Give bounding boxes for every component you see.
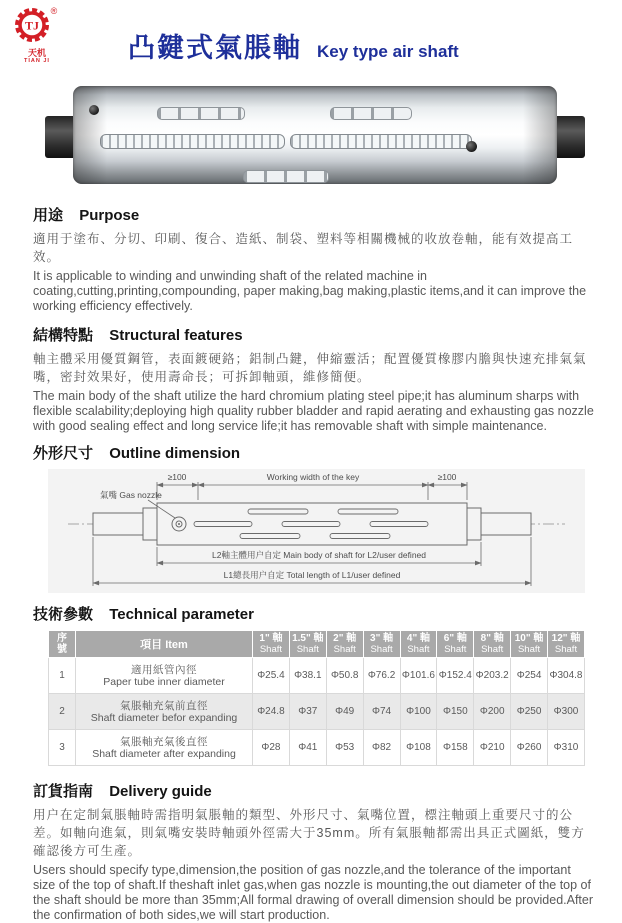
shaft-word-label: Shaft (370, 644, 393, 655)
heading-technical-cn: 技術參數 (33, 606, 94, 623)
key-slot-group (330, 107, 412, 120)
value-cell: Φ260 (511, 730, 548, 766)
drawing-right-shaft-end (481, 513, 531, 535)
dim-l1-label: L1總長用户自定 Total length of L1/user defined (223, 570, 401, 580)
heading-structural-cn: 結構特點 (33, 327, 94, 344)
table-row (49, 658, 585, 694)
table-header-row (49, 631, 585, 658)
page-header (0, 0, 622, 80)
value-cell: Φ310 (548, 730, 585, 766)
column-header-no: 序 號 (49, 631, 76, 658)
key-slot (338, 509, 398, 514)
value-cell: Φ74 (363, 694, 400, 730)
key-slot (194, 522, 252, 527)
value-cell: Φ25.4 (253, 658, 290, 694)
section-heading-purpose (33, 204, 622, 225)
row-item-en: Paper tube inner diameter (103, 675, 225, 688)
heading-outline-en: Outline dimension (109, 445, 241, 462)
dim-l2-label: L2軸主體用户自定 Main body of shaft for L2/user defined (211, 550, 427, 560)
shaft-size-label: 12" 軸 (551, 633, 581, 644)
value-cell: Φ108 (400, 730, 437, 766)
column-header-size (400, 631, 437, 658)
delivery-text-cn: 用户在定制氣脹軸時需指明氣脹軸的類型、外形尺寸、氣嘴位置，標注軸頭上重要尺寸的公差。如軸向進氣，則氣嘴安裝時軸頭外徑需大于35mm。所有氣脹軸都需出具正式圖紙，雙方確認後方可生產。 (33, 808, 585, 858)
screw-hole (89, 105, 99, 115)
column-header-size (511, 631, 548, 658)
row-item-cell (76, 730, 253, 766)
row-number-cell: 2 (49, 694, 76, 730)
value-cell: Φ203.2 (474, 658, 511, 694)
logo-name-en: TIAN JI (24, 58, 50, 64)
value-cell: Φ82 (363, 730, 400, 766)
registered-mark: ® (50, 6, 58, 16)
heading-structural-en: Structural features (109, 327, 243, 344)
row-item-cn: 適用紙管內徑 (131, 663, 197, 676)
heading-technical-en: Technical parameter (109, 606, 254, 623)
heading-outline-cn: 外形尺寸 (33, 445, 94, 462)
column-header-item: 項目 Item (76, 631, 253, 658)
value-cell: Φ300 (548, 694, 585, 730)
key-slot (370, 522, 428, 527)
brand-logo (10, 4, 64, 65)
value-cell: Φ210 (474, 730, 511, 766)
table-row (49, 694, 585, 730)
value-cell: Φ101.6 (400, 658, 437, 694)
column-header-size (289, 631, 326, 658)
page-title (128, 26, 459, 65)
technical-parameter-table (48, 630, 585, 766)
logo-name-cn: 天机 (27, 48, 46, 58)
section-heading-delivery (33, 780, 622, 801)
column-header-size (253, 631, 290, 658)
column-header-size (548, 631, 585, 658)
logo-monogram: TJ (24, 18, 40, 33)
key-slot (282, 522, 340, 527)
shaft-word-label: Shaft (333, 644, 356, 655)
drawing-right-collar (467, 508, 481, 540)
shaft-word-label: Shaft (554, 644, 578, 655)
structural-text-en: The main body of the shaft utilize the hard chromium plating steel pipe;it has aluminum sharps with flexible scalability;deploying high quality rubber bladder and rapid aerating and exhausting gas nozzle with good sealing effect and long service life;it has removable shaft with simple maintenance. (33, 389, 594, 433)
screw-hole (466, 141, 477, 152)
section-heading-outline (33, 442, 622, 463)
key-slot (330, 534, 390, 539)
row-item-cell (76, 694, 253, 730)
shaft-word-label: Shaft (259, 644, 283, 655)
dim-right-label: ≥100 (437, 472, 457, 482)
heading-purpose-cn: 用途 (33, 207, 64, 224)
gas-nozzle-label: 氣嘴 Gas nozzle (100, 490, 162, 500)
value-cell: Φ158 (437, 730, 474, 766)
value-cell: Φ254 (511, 658, 548, 694)
gas-nozzle-dot (178, 523, 180, 525)
table-row (49, 730, 585, 766)
purpose-text-en: It is applicable to winding and unwinding shaft of the related machine in coating,cutting,printing,compounding, paper making,bag making,plastic items,and it can improve the working efficiency effectively. (33, 269, 587, 313)
structural-text-cn: 軸主體采用優質鋼管，表面鍍硬鉻；鋁制凸鍵，伸縮靈活；配置優質橡膠内膽與快速充排氣氣嘴，密封效果好，使用壽命長；可拆卸軸頭，維修簡便。 (33, 352, 587, 384)
row-item-en: Shaft diameter befor expanding (90, 711, 238, 724)
key-slot (248, 509, 308, 514)
section-heading-technical (33, 603, 622, 624)
key-slot (240, 534, 300, 539)
shaft-word-label: Shaft (296, 644, 319, 655)
shaft-size-label: 6" 軸 (443, 633, 467, 644)
shaft-size-label: 8" 軸 (480, 633, 504, 644)
column-header-size (326, 631, 363, 658)
value-cell: Φ50.8 (326, 658, 363, 694)
value-cell: Φ38.1 (289, 658, 326, 694)
section-heading-structural (33, 324, 622, 345)
value-cell: Φ200 (474, 694, 511, 730)
row-item-cell (76, 658, 253, 694)
row-item-cn: 氣脹軸充氣前直徑 (120, 699, 208, 712)
column-header-size (437, 631, 474, 658)
shaft-size-label: 1" 軸 (259, 633, 283, 644)
purpose-text-cn: 適用于塗布、分切、印刷、復合、造紙、制袋、塑料等相關機械的收放卷軸，能有效提高工效。 (33, 232, 574, 264)
shaft-size-label: 1.5" 軸 (292, 633, 324, 644)
shaft-word-label: Shaft (444, 644, 467, 655)
dim-left-label: ≥100 (167, 472, 187, 482)
column-header-size (474, 631, 511, 658)
heading-delivery-cn: 訂貨指南 (33, 783, 94, 800)
gear-logo-icon (10, 4, 64, 48)
value-cell: Φ24.8 (253, 694, 290, 730)
value-cell: Φ28 (253, 730, 290, 766)
shaft-size-label: 4" 軸 (406, 633, 430, 644)
value-cell: Φ152.4 (437, 658, 474, 694)
shaft-size-label: 3" 軸 (370, 633, 394, 644)
value-cell: Φ250 (511, 694, 548, 730)
value-cell: Φ41 (289, 730, 326, 766)
value-cell: Φ49 (326, 694, 363, 730)
value-cell: Φ304.8 (548, 658, 585, 694)
column-header-size (363, 631, 400, 658)
row-number-cell: 3 (49, 730, 76, 766)
key-slot-group (243, 170, 329, 183)
drawing-left-collar (143, 508, 157, 540)
row-item-en: Shaft diameter after expanding (92, 747, 236, 760)
product-photo (45, 86, 585, 184)
shaft-word-label: Shaft (407, 644, 430, 655)
delivery-text-en: Users should specify type,dimension,the position of gas nozzle,and the tolerance of the important size of the top of shaft.If theshaft inlet gas,when gas nozzle is mounting,the out diameter of the top of the shaft should be more than 35mm;All formal drawing of overall dimension should be provided.After the confirmation of both sides,we will start production. (33, 863, 594, 922)
value-cell: Φ76.2 (363, 658, 400, 694)
row-number-cell: 1 (49, 658, 76, 694)
value-cell: Φ53 (326, 730, 363, 766)
row-item-cn: 氣脹軸充氣後直徑 (120, 735, 208, 748)
page-title-cn: 凸鍵式氣脹軸 (128, 33, 302, 63)
page-title-en: Key type air shaft (317, 42, 459, 61)
heading-purpose-en: Purpose (79, 207, 140, 224)
shaft-size-label: 2" 軸 (333, 633, 357, 644)
dim-working-width-label: Working width of the key (266, 472, 360, 482)
drawing-left-shaft-end (93, 513, 143, 535)
shaft-size-label: 10" 軸 (514, 633, 544, 644)
key-slot-group (157, 107, 245, 120)
serrated-key-strip (100, 134, 285, 149)
value-cell: Φ100 (400, 694, 437, 730)
value-cell: Φ37 (289, 694, 326, 730)
shaft-word-label: Shaft (481, 644, 504, 655)
serrated-key-strip (290, 134, 472, 149)
value-cell: Φ150 (437, 694, 474, 730)
heading-delivery-en: Delivery guide (109, 783, 212, 800)
shaft-word-label: Shaft (517, 644, 541, 655)
outline-dimension-drawing (48, 469, 585, 593)
